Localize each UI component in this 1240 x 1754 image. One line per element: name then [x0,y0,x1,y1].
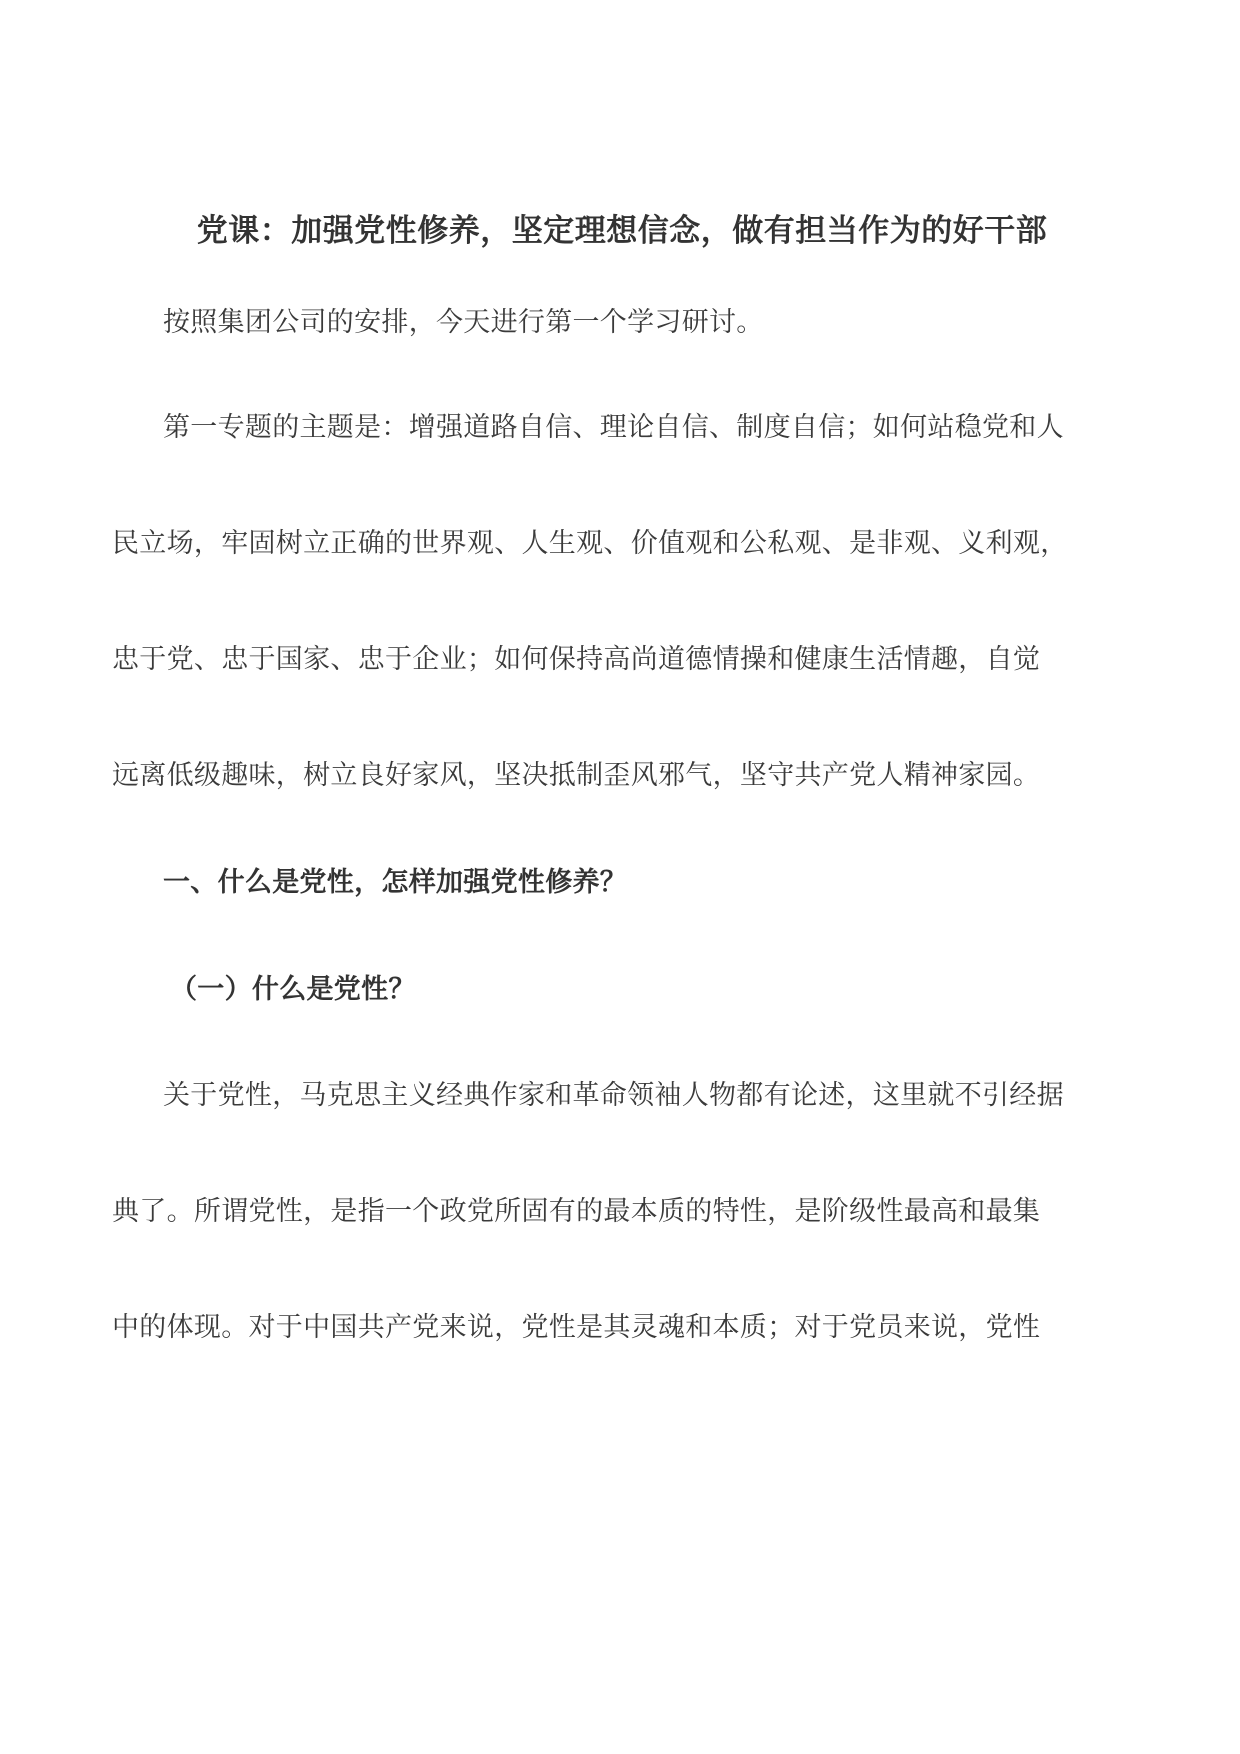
party-paragraph-line-3: 中的体现。对于中国共产党来说，党性是其灵魂和本质；对于党员来说，党性 [112,1312,1041,1343]
intro-paragraph: 按照集团公司的安排，今天进行第一个学习研讨。 [163,307,764,338]
party-paragraph-line-1: 关于党性，马克思主义经典作家和革命领袖人物都有论述，这里就不引经据 [163,1080,1064,1111]
topic-paragraph-line-2: 民立场，牢固树立正确的世界观、人生观、价值观和公私观、是非观、义利观， [112,528,1068,559]
topic-paragraph-line-1: 第一专题的主题是：增强道路自信、理论自信、制度自信；如何站稳党和人 [163,412,1064,443]
document-title: 党课：加强党性修养，坚定理想信念，做有担当作为的好干部 [196,213,1048,249]
subsection-1-heading: （一）什么是党性？ [170,974,416,1005]
section-1-heading: 一、什么是党性，怎样加强党性修养？ [163,867,628,898]
topic-paragraph-line-4: 远离低级趣味，树立良好家风，坚决抵制歪风邪气，坚守共产党人精神家园。 [112,760,1041,791]
party-paragraph-line-2: 典了。所谓党性，是指一个政党所固有的最本质的特性，是阶级性最高和最集 [112,1196,1041,1227]
topic-paragraph-line-3: 忠于党、忠于国家、忠于企业；如何保持高尚道德情操和健康生活情趣，自觉 [112,644,1041,675]
